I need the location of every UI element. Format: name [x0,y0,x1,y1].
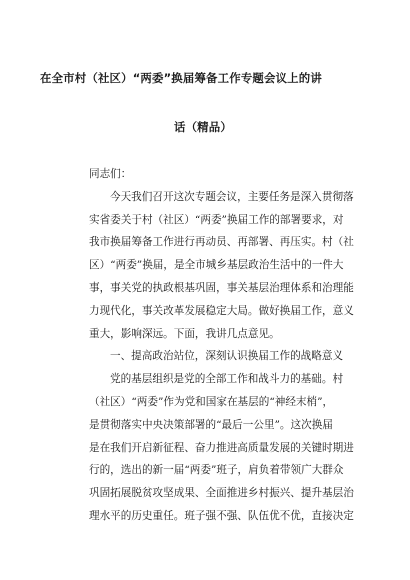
paragraph-line: 是贯彻落实中央决策部署的“最后一公里”。这次换届 [89,418,333,431]
paragraph-line: 行的，选出的新一届“两委”班子，肩负着带领广大群众 [89,464,344,477]
paragraph-line: 理水平的历史重任。班子强不强、队伍优不优，直接决定 [89,509,354,522]
paragraph-line: 区）“两委”换届，是全市城乡基层政治生活中的一件大 [89,259,344,272]
paragraph-line: 党的基层组织是党的全部工作和战斗力的基础。村 [110,373,344,386]
paragraph-line: 事，事关党的执政根基巩固，事关基层治理体系和治理能 [89,281,354,294]
paragraph-line: 我市换届筹备工作进行再动员、再部署、再压实。村（社 [89,236,354,249]
document-body [89,163,359,528]
paragraph-line: 重大，影响深远。下面，我讲几点意见。 [89,327,280,340]
document-title-line-1: 在全市村（社区）“两委”换届筹备工作专题会议上的讲 [40,71,322,85]
document-title-line-2: 话（精品） [174,120,232,134]
paragraph-line: 力现代化，事关改革发展稳定大局。做好换届工作，意义 [89,304,354,317]
section-heading: 一、提高政治站位，深刻认识换届工作的战略意义 [110,350,344,363]
paragraph-line: 今天我们召开这次专题会议，主要任务是深入贯彻落 [110,190,354,203]
paragraph-line: 是在我们开启新征程、奋力推进高质量发展的关键时期进 [89,441,354,454]
paragraph-line: （社区）“两委”作为党和国家在基层的“神经末梢”， [89,395,334,408]
paragraph-line: 巩固拓展脱贫攻坚成果、全面推进乡村振兴、提升基层治 [89,487,354,500]
salutation: 同志们： [89,168,132,180]
paragraph-line: 实省委关于村（社区）“两委”换届工作的部署要求，对 [89,213,344,226]
